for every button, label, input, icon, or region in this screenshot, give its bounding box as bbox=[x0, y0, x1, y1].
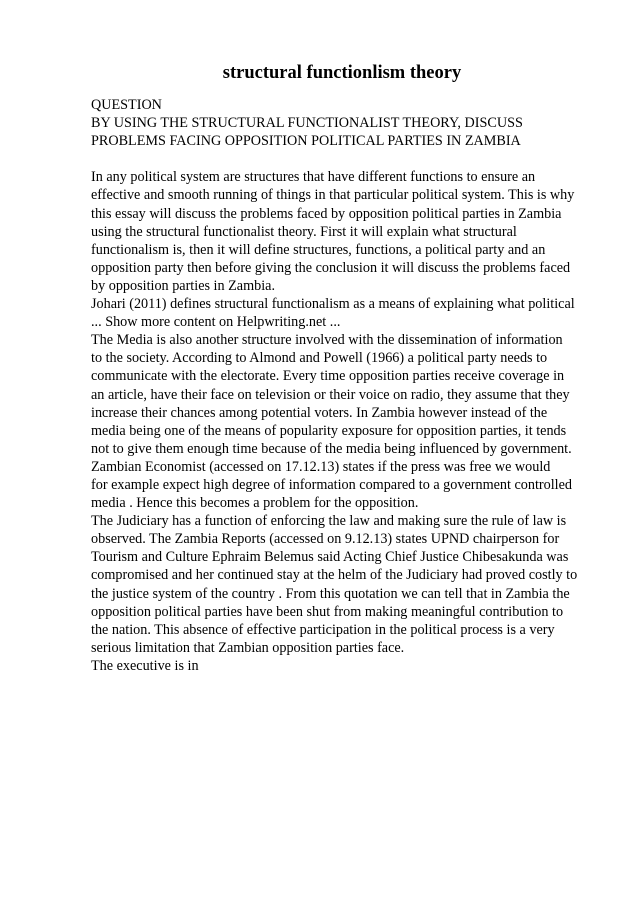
text-line: the nation. This absence of effective participation in the political process is a very bbox=[91, 621, 555, 638]
intro-paragraph bbox=[91, 168, 601, 295]
document-body bbox=[91, 96, 601, 675]
text-line: serious limitation that Zambian opposition parties face. bbox=[91, 639, 405, 656]
media-paragraph bbox=[91, 331, 601, 512]
text-line: increase their chances among potential voters. In Zambia however instead of the bbox=[91, 404, 548, 421]
johari-paragraph bbox=[91, 295, 601, 331]
text-line: an article, have their face on television or their voice on radio, they assume that they bbox=[91, 386, 570, 403]
text-line: media . Hence this becomes a problem for the opposition. bbox=[91, 495, 419, 512]
text-line: for example expect high degree of information compared to a government controlled bbox=[91, 476, 573, 493]
document-title: structural functionlism theory bbox=[222, 63, 462, 83]
text-line: the justice system of the country . From this quotation we can tell that in Zambia the bbox=[91, 585, 570, 602]
text-line: Zambian Economist (accessed on 17.12.13) states if the press was free we would bbox=[91, 458, 551, 475]
text-line: not to give them enough time because of the media being influenced by government. bbox=[91, 440, 572, 457]
text-line: Johari (2011) defines structural functionalism as a means of explaining what political bbox=[91, 296, 575, 313]
text-line: Tourism and Culture Ephraim Belemus said Acting Chief Justice Chibesakunda was bbox=[91, 549, 569, 566]
judiciary-paragraph bbox=[91, 512, 601, 657]
text-line: opposition political parties have been shut from making meaningful contribution to bbox=[91, 603, 564, 620]
text-line: to the society. According to Almond and Powell (1966) a political party needs to bbox=[91, 350, 548, 367]
executive-paragraph bbox=[91, 657, 601, 675]
question-line: QUESTION bbox=[91, 97, 162, 113]
text-line: using the structural functionalist theory. First it will explain what structural bbox=[91, 223, 517, 240]
question-line: PROBLEMS FACING OPPOSITION POLITICAL PARTIES IN ZAMBIA bbox=[91, 133, 521, 150]
show-more-link[interactable]: ... Show more content on Helpwriting.net ... bbox=[91, 314, 341, 331]
text-line: by opposition parties in Zambia. bbox=[91, 277, 276, 294]
text-line: The executive is in bbox=[91, 657, 199, 674]
text-line: opposition party then before giving the conclusion it will discuss the problems faced bbox=[91, 259, 571, 276]
text-line: functionalism is, then it will define structures, functions, a political party and an bbox=[91, 241, 546, 258]
question-block bbox=[91, 96, 601, 150]
text-line: this essay will discuss the problems faced by opposition political parties in Zambia bbox=[91, 205, 562, 222]
question-line: BY USING THE STRUCTURAL FUNCTIONALIST THEORY, DISCUSS bbox=[91, 115, 523, 132]
text-line: The Media is also another structure involved with the dissemination of information bbox=[91, 332, 563, 349]
text-line: effective and smooth running of things in that particular political system. This is why bbox=[91, 187, 575, 204]
paragraph-gap bbox=[91, 150, 601, 168]
text-line: communicate with the electorate. Every time opposition parties receive coverage in bbox=[91, 368, 565, 385]
text-line: The Judiciary has a function of enforcing the law and making sure the rule of law is bbox=[91, 513, 567, 530]
text-line: media being one of the means of popularity exposure for opposition parties, it tends bbox=[91, 422, 567, 439]
text-line: compromised and her continued stay at the helm of the Judiciary had proved costly to bbox=[91, 567, 578, 584]
text-line: In any political system are structures that have different functions to ensure an bbox=[91, 169, 536, 186]
text-line: observed. The Zambia Reports (accessed on 9.12.13) states UPND chairperson for bbox=[91, 531, 560, 548]
